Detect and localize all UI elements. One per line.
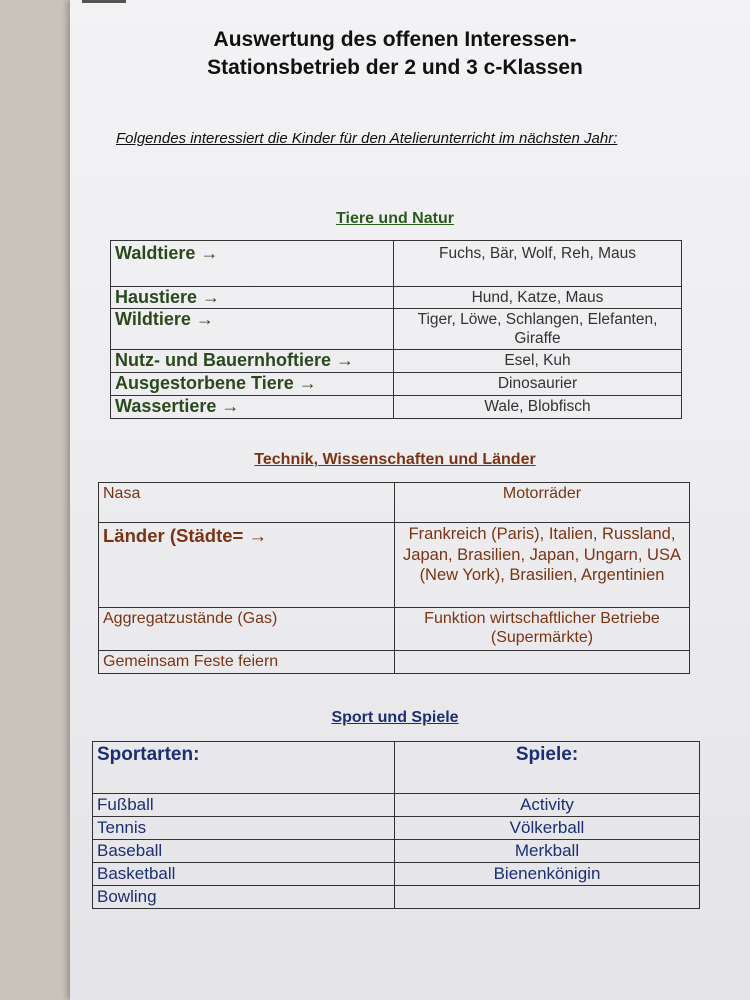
table-row (99, 608, 690, 651)
cell-left: Aggregatzustände (Gas) (99, 608, 395, 651)
header-sportarten: Sportarten: (93, 742, 395, 794)
row-label: Waldtiere → (111, 241, 394, 287)
title-line-2: Stationsbetrieb der 2 und 3 c-Klassen (207, 56, 583, 79)
document-title (70, 26, 720, 82)
paper-tab-mark (82, 0, 126, 3)
table-sport-spiele (92, 741, 700, 909)
cell-right: Völkerball (395, 817, 700, 840)
cell-right: Funktion wirtschaftlicher Betriebe (Supermärkte) (395, 608, 690, 651)
table-row (111, 241, 682, 287)
table-row (111, 350, 682, 373)
row-value: Esel, Kuh (394, 350, 682, 373)
row-value: Hund, Katze, Maus (394, 287, 682, 309)
table-row (111, 287, 682, 309)
table-row (99, 483, 690, 523)
table-tiere-natur (110, 240, 682, 419)
row-label: Haustiere → (111, 287, 394, 309)
section-title-technik: Technik, Wissenschaften und Länder (254, 451, 536, 468)
cell-left: Bowling (93, 886, 395, 909)
cell-left: Gemeinsam Feste feiern (99, 651, 395, 674)
cell-right: Bienenkönigin (395, 863, 700, 886)
table-row (111, 309, 682, 350)
row-value: Dinosaurier (394, 373, 682, 396)
row-value: Wale, Blobfisch (394, 396, 682, 419)
section-title-sport-spiele: Sport und Spiele (331, 709, 459, 726)
table-technik-laender (98, 482, 690, 674)
row-label: Wassertiere → (111, 396, 394, 419)
table-row (93, 794, 700, 817)
table-row (111, 373, 682, 396)
table-row (93, 817, 700, 840)
table-row (93, 886, 700, 909)
cell-left: Baseball (93, 840, 395, 863)
row-value: Fuchs, Bär, Wolf, Reh, Maus (394, 241, 682, 287)
row-label: Wildtiere → (111, 309, 394, 350)
table-row (99, 651, 690, 674)
cell-right: Motorräder (395, 483, 690, 523)
row-label: Nutz- und Bauernhoftiere → (111, 350, 394, 373)
title-line-1: Auswertung des offenen Interessen- (213, 28, 577, 51)
table-header-row (93, 742, 700, 794)
table-row (93, 840, 700, 863)
row-value: Tiger, Löwe, Schlangen, Elefanten, Giraffe (394, 309, 682, 350)
table-row (111, 396, 682, 419)
cell-left: Tennis (93, 817, 395, 840)
cell-right (395, 651, 690, 674)
cell-left: Basketball (93, 863, 395, 886)
cell-right: Merkball (395, 840, 700, 863)
cell-left: Nasa (99, 483, 395, 523)
row-label: Ausgestorbene Tiere → (111, 373, 394, 396)
cell-right: Activity (395, 794, 700, 817)
section-title-tiere-natur: Tiere und Natur (336, 210, 454, 227)
intro-text: Folgendes interessiert die Kinder für den Atelierunterricht im nächsten Jahr: (116, 130, 618, 147)
cell-right: Frankreich (Paris), Italien, Russland, Japan, Brasilien, Japan, Ungarn, USA (New York), Brasilien, Argentinien (395, 523, 690, 608)
cell-left: Länder (Städte= → (99, 523, 395, 608)
cell-right (395, 886, 700, 909)
cell-left: Fußball (93, 794, 395, 817)
header-spiele: Spiele: (395, 742, 700, 794)
table-row (93, 863, 700, 886)
table-row (99, 523, 690, 608)
